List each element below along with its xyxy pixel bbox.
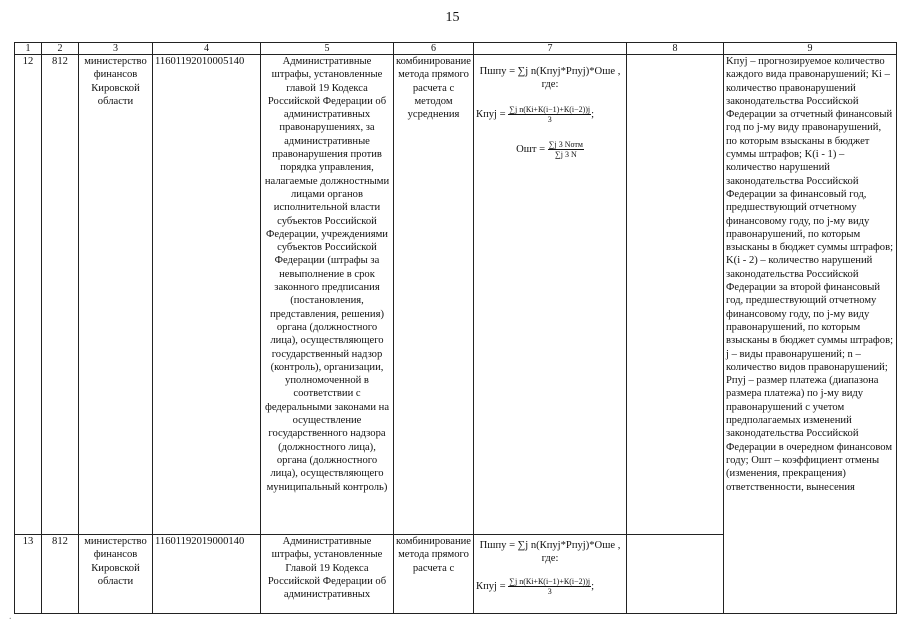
formula-osht: Ошт = $\frac{\text{∑j 3 Nотм}}{\sum j 3 N}$: [516, 140, 583, 160]
table-header-row: [15, 43, 897, 55]
formula-kpuj: Кпуj = $\frac{\text{∑j n(Кi+К(i−1)+К(i−2))j}}{3}$ ;: [476, 577, 595, 597]
administrator-name: министерство финансов Кировской области: [79, 535, 153, 614]
forecast-method: комбинирование метода прямого расчета с методом усреднения: [394, 55, 474, 535]
formula-where: где:: [541, 553, 559, 564]
header-cell: 9: [724, 43, 897, 55]
forecast-method: комбинирование метода прямого расчета с: [394, 535, 474, 614]
formula-cell: [474, 535, 627, 614]
scan-mark: .: [9, 611, 12, 622]
variables-explanation: Kпуj – прогнозируемое количество каждого вида правонарушений; Ki – количество правонарушений законодательства Российской Федерации за отчетный финансовый год по j-му виду правонарушений, по которым взысканы в бюджет суммы штрафов; K(i - 1) – количество нарушений законодательства Российской Федерации за финансовый год, предшествующий отчетному финансовому году, по j-му виду правонарушений, по которым взысканы в бюджет суммы штрафов; K(i - 2) – количество нарушений законодательства Российской Федерации за второй финансовый год, предшествующий отчетному финансовому году, по j-му виду правонарушений, по которым взысканы в бюджет суммы штрафов; j – виды правонарушений; n – количество видов правонарушений; Рпуj – размер платежа (диапазона размера платежа) по j-му виду правонарушений с учетом предполагаемых изменений законодательства Российской Федерации в очередном финансовом году; Oшт – коэффициент отмены (изменения, прекращения) ответственности, вынесения: [724, 55, 897, 614]
revenue-description: Административные штрафы, установленные главой 19 Кодекса Российской Федерации об административных правонарушениях, за административные правонарушения против порядка управления, налагаемые должностными лицами органов исполнительной власти субъектов Российской Федерации, учреждениями субъектов Российской Федерации (штрафы за невыполнение в срок законного предписания (постановления, представления, решения) органа (должностного лица), осуществляющего государственный надзор (контроль), организации, уполномоченной в соответствии с федеральными законами на осуществление государственного надзора (должностного лица), органа (должностного лица), осуществляющего муниципальный контроль): [261, 55, 394, 535]
formula-cell: [474, 55, 627, 535]
empty-cell: [627, 535, 724, 614]
page-number: 15: [445, 10, 460, 25]
row-number: 12: [15, 55, 42, 535]
formula-where: где:: [541, 79, 559, 90]
revenue-forecast-table: [14, 42, 897, 614]
kbk-code: 11601192019000140: [153, 535, 261, 614]
header-cell: 6: [394, 43, 474, 55]
header-cell: 3: [79, 43, 153, 55]
header-cell: 7: [474, 43, 627, 55]
admin-code: 812: [42, 55, 79, 535]
table-row: [15, 55, 897, 535]
header-cell: 1: [15, 43, 42, 55]
empty-cell: [627, 55, 724, 535]
formula-kpuj: Кпуj = $\frac{\text{∑j n(Кi+К(i−1)+К(i−2))j}}{3}$ ;: [476, 105, 595, 125]
header-cell: 8: [627, 43, 724, 55]
formula-main: Пшпу = ∑j n(Кпуj*Рпуj)*Оше ,: [479, 66, 621, 77]
row-number: 13: [15, 535, 42, 614]
header-cell: 5: [261, 43, 394, 55]
header-cell: 4: [153, 43, 261, 55]
revenue-description: Административные штрафы, установленные Главой 19 Кодекса Российской Федерации об административных: [261, 535, 394, 614]
header-cell: 2: [42, 43, 79, 55]
kbk-code: 11601192010005140: [153, 55, 261, 535]
formula-main: Пшпу = ∑j n(Кпуj*Рпуj)*Оше ,: [479, 540, 621, 551]
administrator-name: министерство финансов Кировской области: [79, 55, 153, 535]
admin-code: 812: [42, 535, 79, 614]
